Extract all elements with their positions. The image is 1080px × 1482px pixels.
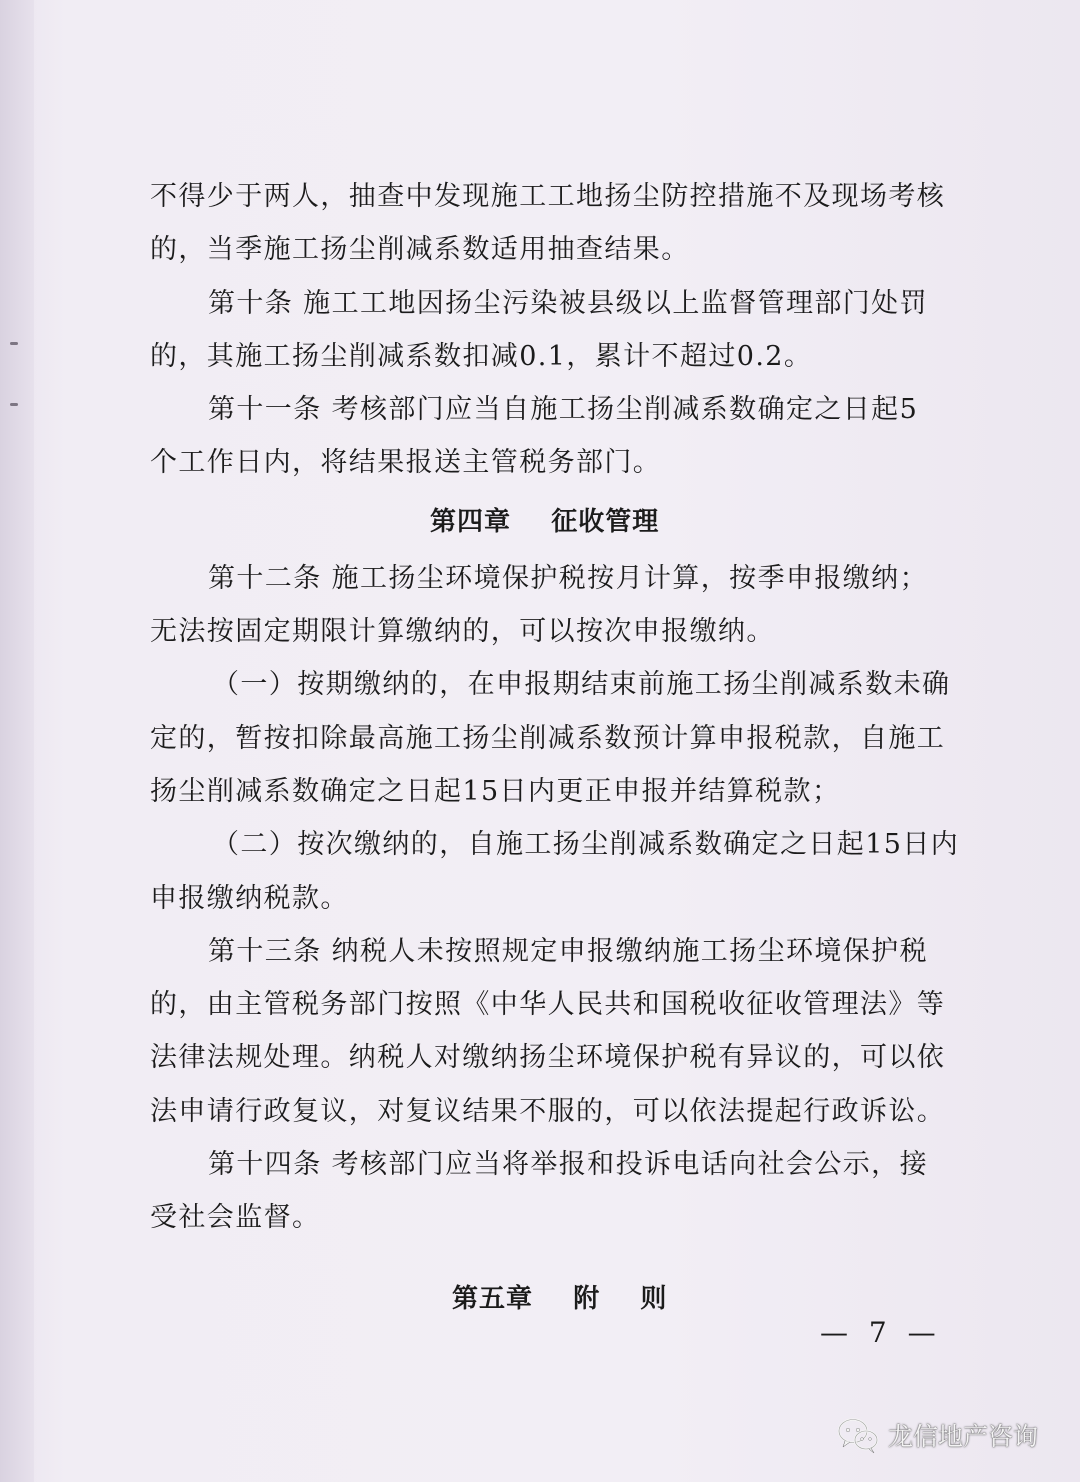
- clause-2-line: 申报缴纳税款。: [150, 882, 349, 914]
- staple-mark: [10, 403, 18, 406]
- paragraph-line: 的，当季施工扬尘削减系数适用抽查结果。: [150, 234, 690, 266]
- article-10-line: 的，其施工扬尘削减系数扣减0.1，累计不超过0.2。: [150, 340, 813, 372]
- article-13-line: 的，由主管税务部门按照《中华人民共和国税收征收管理法》等: [150, 989, 946, 1021]
- article-11-line: 第十一条 考核部门应当自施工扬尘削减系数确定之日起5: [208, 394, 919, 426]
- page-binding-edge: [0, 0, 34, 1482]
- article-13-line: 第十三条 纳税人未按照规定申报缴纳施工扬尘环境保护税: [208, 935, 928, 967]
- article-12-line: 第十二条 施工扬尘环境保护税按月计算，按季申报缴纳；: [208, 562, 928, 594]
- chapter-5-heading: 第五章 附 则: [452, 1283, 668, 1314]
- paragraph-line: 不得少于两人，抽查中发现施工工地扬尘防控措施不及现场考核: [150, 181, 946, 212]
- watermark: [836, 1412, 1062, 1458]
- article-13-line: 法律法规处理。纳税人对缴纳扬尘环境保护税有异议的，可以依: [150, 1042, 946, 1074]
- clause-1-line: 定的，暂按扣除最高施工扬尘削减系数预计算申报税款，自施工: [150, 722, 946, 754]
- article-14-line: 第十四条 考核部门应当将举报和投诉电话向社会公示，接: [208, 1149, 928, 1181]
- article-13-line: 法申请行政复议，对复议结果不服的，可以依法提起行政诉讼。: [150, 1095, 946, 1127]
- staple-mark: [10, 342, 18, 345]
- clause-1-line: 扬尘削减系数确定之日起15日内更正申报并结算税款；: [150, 775, 841, 807]
- clause-2-line: （二）按次缴纳的，自施工扬尘削减系数确定之日起15日内: [212, 829, 960, 861]
- article-12-line: 无法按固定期限计算缴纳的，可以按次申报缴纳。: [150, 616, 775, 648]
- chapter-4-heading: 第四章 征收管理: [430, 506, 660, 537]
- document-body: [150, 170, 960, 1327]
- article-10-line: 第十条 施工工地因扬尘污染被县级以上监督管理部门处罚: [208, 287, 928, 319]
- article-11-line: 个工作日内，将结果报送主管税务部门。: [150, 447, 662, 479]
- wechat-icon: [836, 1415, 880, 1455]
- clause-1-line: （一）按期缴纳的，在申报期结束前施工扬尘削减系数未确: [212, 669, 951, 701]
- page-number: — 7 —: [820, 1316, 942, 1349]
- watermark-text: 龙信地产咨询: [888, 1422, 1039, 1451]
- article-14-line: 受社会监督。: [150, 1202, 321, 1234]
